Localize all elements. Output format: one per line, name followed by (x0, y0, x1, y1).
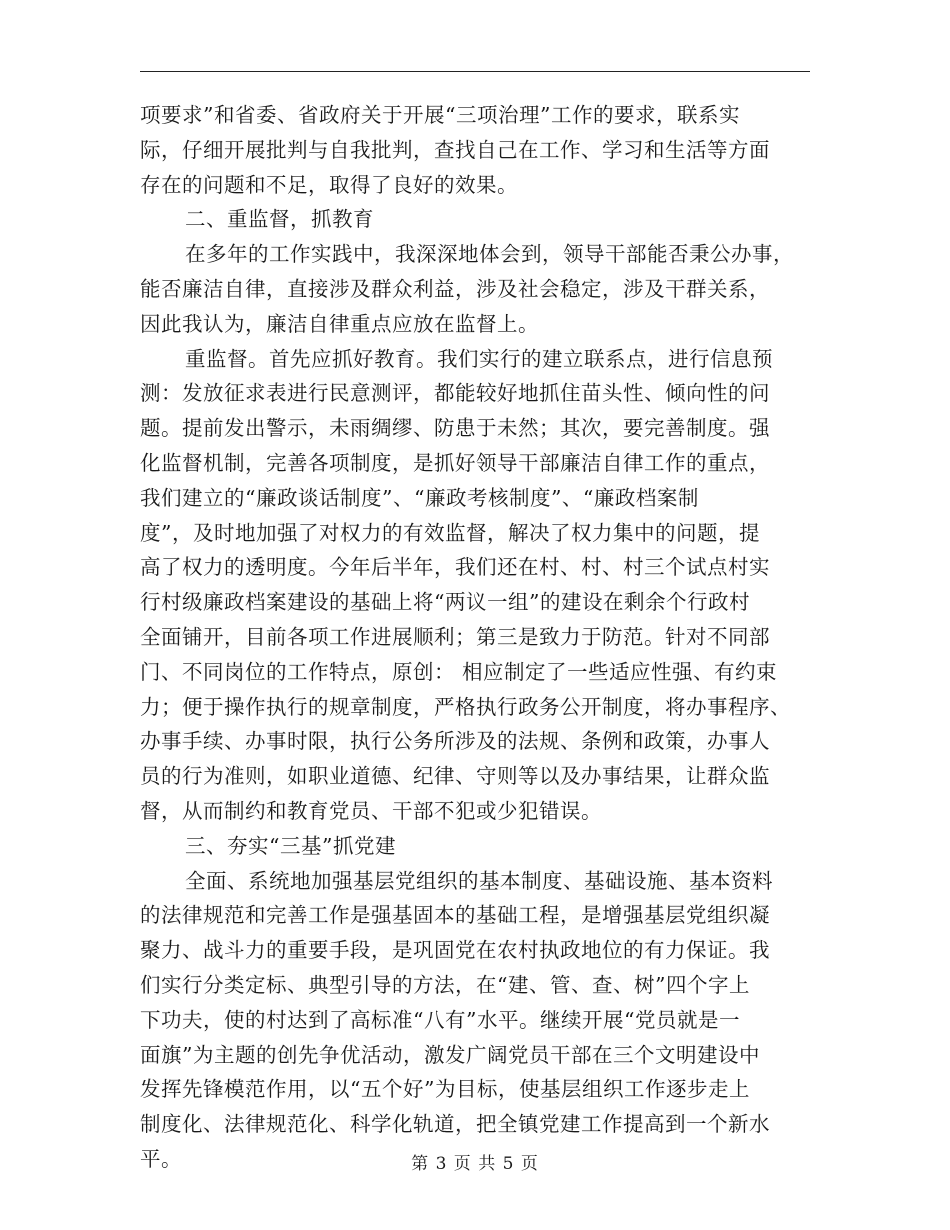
text-line: 督，从而制约和教育党员、干部不犯或少犯错误。 (140, 798, 602, 823)
text-line: 的法律规范和完善工作是强基固本的基础工程，是增强基层党组织凝 (140, 903, 770, 928)
text-line: 高了权力的透明度。今年后半年，我们还在村、村、村三个试点村实 (140, 555, 770, 580)
text-line: 因此我认为，廉洁自律重点应放在监督上。 (140, 311, 539, 336)
text-line: 下功夫，使的村达到了高标准“八有”水平。继续开展“党员就是一 (140, 1007, 740, 1032)
text-line: 在多年的工作实践中，我深深地体会到，领导干部能否秉公办事， (185, 242, 794, 267)
text-line: 员的行为准则，如职业道德、纪律、守则等以及办事结果，让群众监 (140, 764, 770, 789)
header-rule (140, 71, 810, 72)
text-line: 发挥先锋模范作用，以“五个好”为目标，使基层组织工作逐步走上 (140, 1077, 750, 1102)
text-line: 行村级廉政档案建设的基础上将“两议一组”的建设在剩余个行政村 (140, 590, 750, 615)
text-line: 测：发放征求表进行民意测评，都能较好地抓住苗头性、倾向性的问 (140, 381, 770, 406)
text-line: 能否廉洁自律，直接涉及群众利益，涉及社会稳定，涉及干群关系， (140, 276, 770, 301)
text-line: 制度化、法律规范化、科学化轨道，把全镇党建工作提高到一个新水 (140, 1112, 770, 1137)
text-line: 存在的问题和不足，取得了良好的效果。 (140, 172, 518, 197)
text-line: 题。提前发出警示，未雨绸缪、防患于未然；其次，要完善制度。强 (140, 416, 770, 441)
text-line: 全面铺开，目前各项工作进展顺利；第三是致力于防范。针对不同部 (140, 624, 770, 649)
text-line: 们实行分类定标、典型引导的方法，在“建、管、查、树”四个字上 (140, 972, 750, 997)
text-line: 聚力、战斗力的重要手段，是巩固党在农村执政地位的有力保证。我 (140, 938, 770, 963)
text-line: 门、不同岗位的工作特点，原创： 相应制定了一些适应性强、有约束 (140, 659, 778, 684)
text-line: 全面、系统地加强基层党组织的基本制度、基础设施、基本资料 (185, 868, 773, 893)
text-line: 我们建立的“廉政谈话制度”、“廉政考核制度”、“廉政档案制 (140, 485, 699, 510)
text-line: 平。 (140, 1146, 182, 1171)
text-line: 项要求”和省委、省政府关于开展“三项治理”工作的要求，联系实 (140, 103, 740, 127)
section-heading: 三、夯实“三基”抓党建 (185, 833, 396, 858)
text-line: 重监督。首先应抓好教育。我们实行的建立联系点，进行信息预 (185, 346, 773, 371)
text-line: 度”，及时地加强了对权力的有效监督，解决了权力集中的问题，提 (140, 520, 760, 545)
text-line: 面旗”为主题的创先争优活动，激发广阔党员干部在三个文明建设中 (140, 1042, 760, 1067)
text-line: 化监督机制，完善各项制度，是抓好领导干部廉洁自律工作的重点， (140, 450, 770, 475)
document-body (140, 98, 810, 1177)
text-line: 际，仔细开展批判与自我批判，查找自己在工作、学习和生活等方面 (140, 137, 770, 162)
text-line: 力；便于操作执行的规章制度，严格执行政务公开制度，将办事程序、 (140, 694, 791, 719)
page-footer: 第 3 页 共 5 页 (411, 1154, 539, 1174)
text-line: 办事手续、办事时限，执行公务所涉及的法规、条例和政策，办事人 (140, 729, 770, 754)
section-heading: 二、重监督，抓教育 (185, 207, 374, 232)
